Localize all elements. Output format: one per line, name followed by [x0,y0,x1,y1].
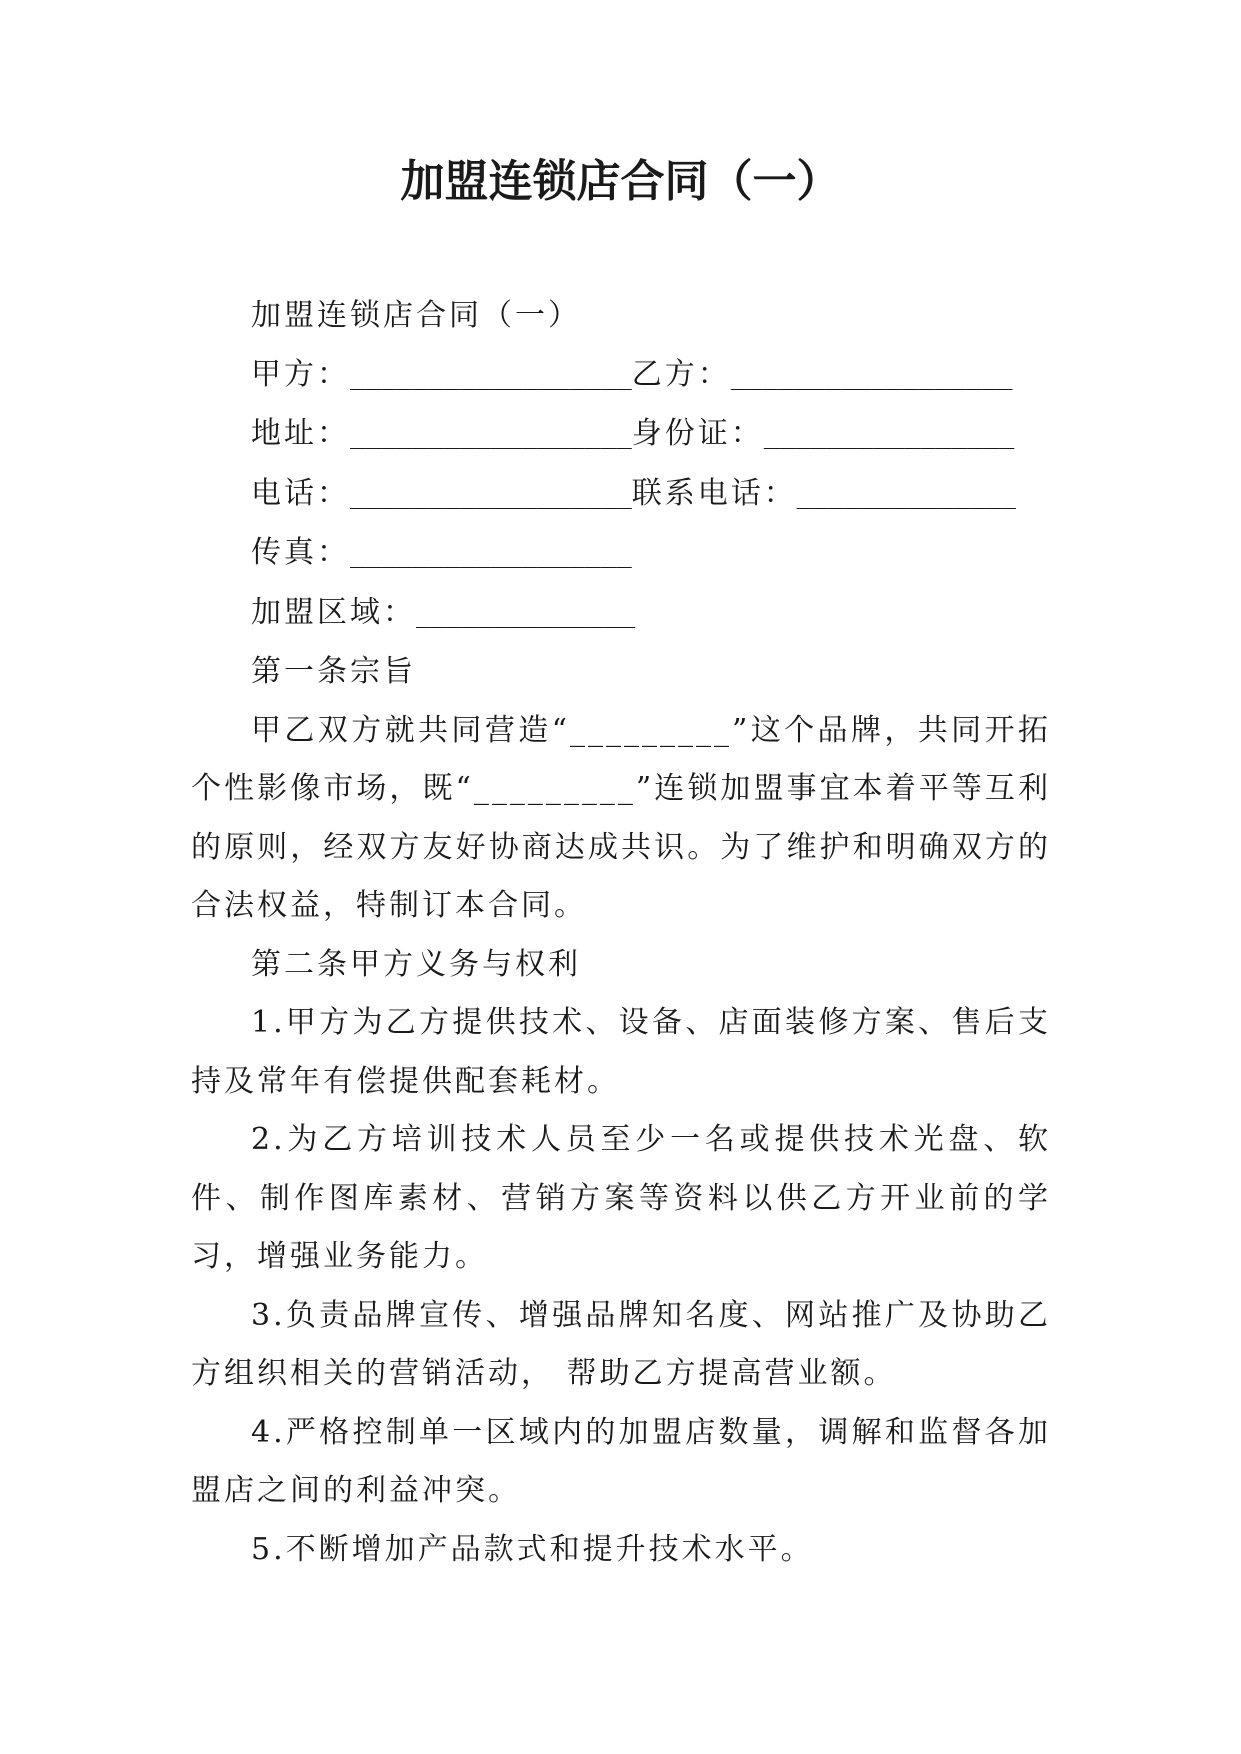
document-title: 加盟连锁店合同（一） [400,156,841,207]
party-a-label: 甲方： [251,356,350,392]
article1-paragraph: 甲乙双方就共同营造“_________”这个品牌，共同开拓个性影像市场，既“_________”连锁加盟事宜本着平等互利的原则，经双方友好协商达成共识。为了维护和明确双方的合法权益，特制订本合同。 [191,712,1051,923]
fax-row [191,524,1051,584]
article2-item-2: 2.为乙方培训技术人员至少一名或提供技术光盘、软件、制作图库素材、营销方案等资料以供乙方开业前的学习，增强业务能力。 [191,1122,1051,1274]
article2-item-4: 4.严格控制单一区域内的加盟店数量，调解和监督各加盟店之间的利益冲突。 [191,1414,1051,1508]
region-row [191,584,1051,644]
address-row [191,405,1051,465]
party-row [191,346,1051,406]
article1-heading: 第一条宗旨 [251,654,416,689]
contact-phone-label: 联系电话： [631,475,797,511]
party-b-label: 乙方： [631,356,731,392]
article2-item-3: 3.负责品牌宣传、增强品牌知名度、网站推广及协助乙方组织相关的营销活动， 帮助乙方提高营业额。 [191,1297,1051,1391]
article2-item-5: 5.不断增加产品款式和提升技术水平。 [251,1531,814,1567]
article2-item-1: 1.甲方为乙方提供技术、设备、店面装修方案、售后支持及常年有偿提供配套耗材。 [191,1005,1051,1099]
phone-blank: __________________ [350,479,632,510]
address-label: 地址： [251,416,350,451]
fax-label: 传真： [251,535,350,570]
phone-label: 电话： [251,475,350,511]
address-blank: __________________ [350,420,632,450]
party-b-blank: __________________ [730,360,1013,391]
party-a-blank: __________________ [350,360,632,391]
phone-row [191,465,1051,525]
id-label: 身份证： [631,416,764,451]
region-label: 加盟区域： [251,594,416,630]
article2-heading: 第二条甲方义务与权利 [251,946,581,982]
fax-blank: __________________ [350,539,632,569]
document-subtitle: 加盟连锁店合同（一） [251,298,581,333]
region-blank: ______________ [416,598,636,629]
id-blank: ________________ [763,420,1015,450]
document-body [191,287,1051,1579]
contact-phone-blank: ______________ [796,479,1016,510]
